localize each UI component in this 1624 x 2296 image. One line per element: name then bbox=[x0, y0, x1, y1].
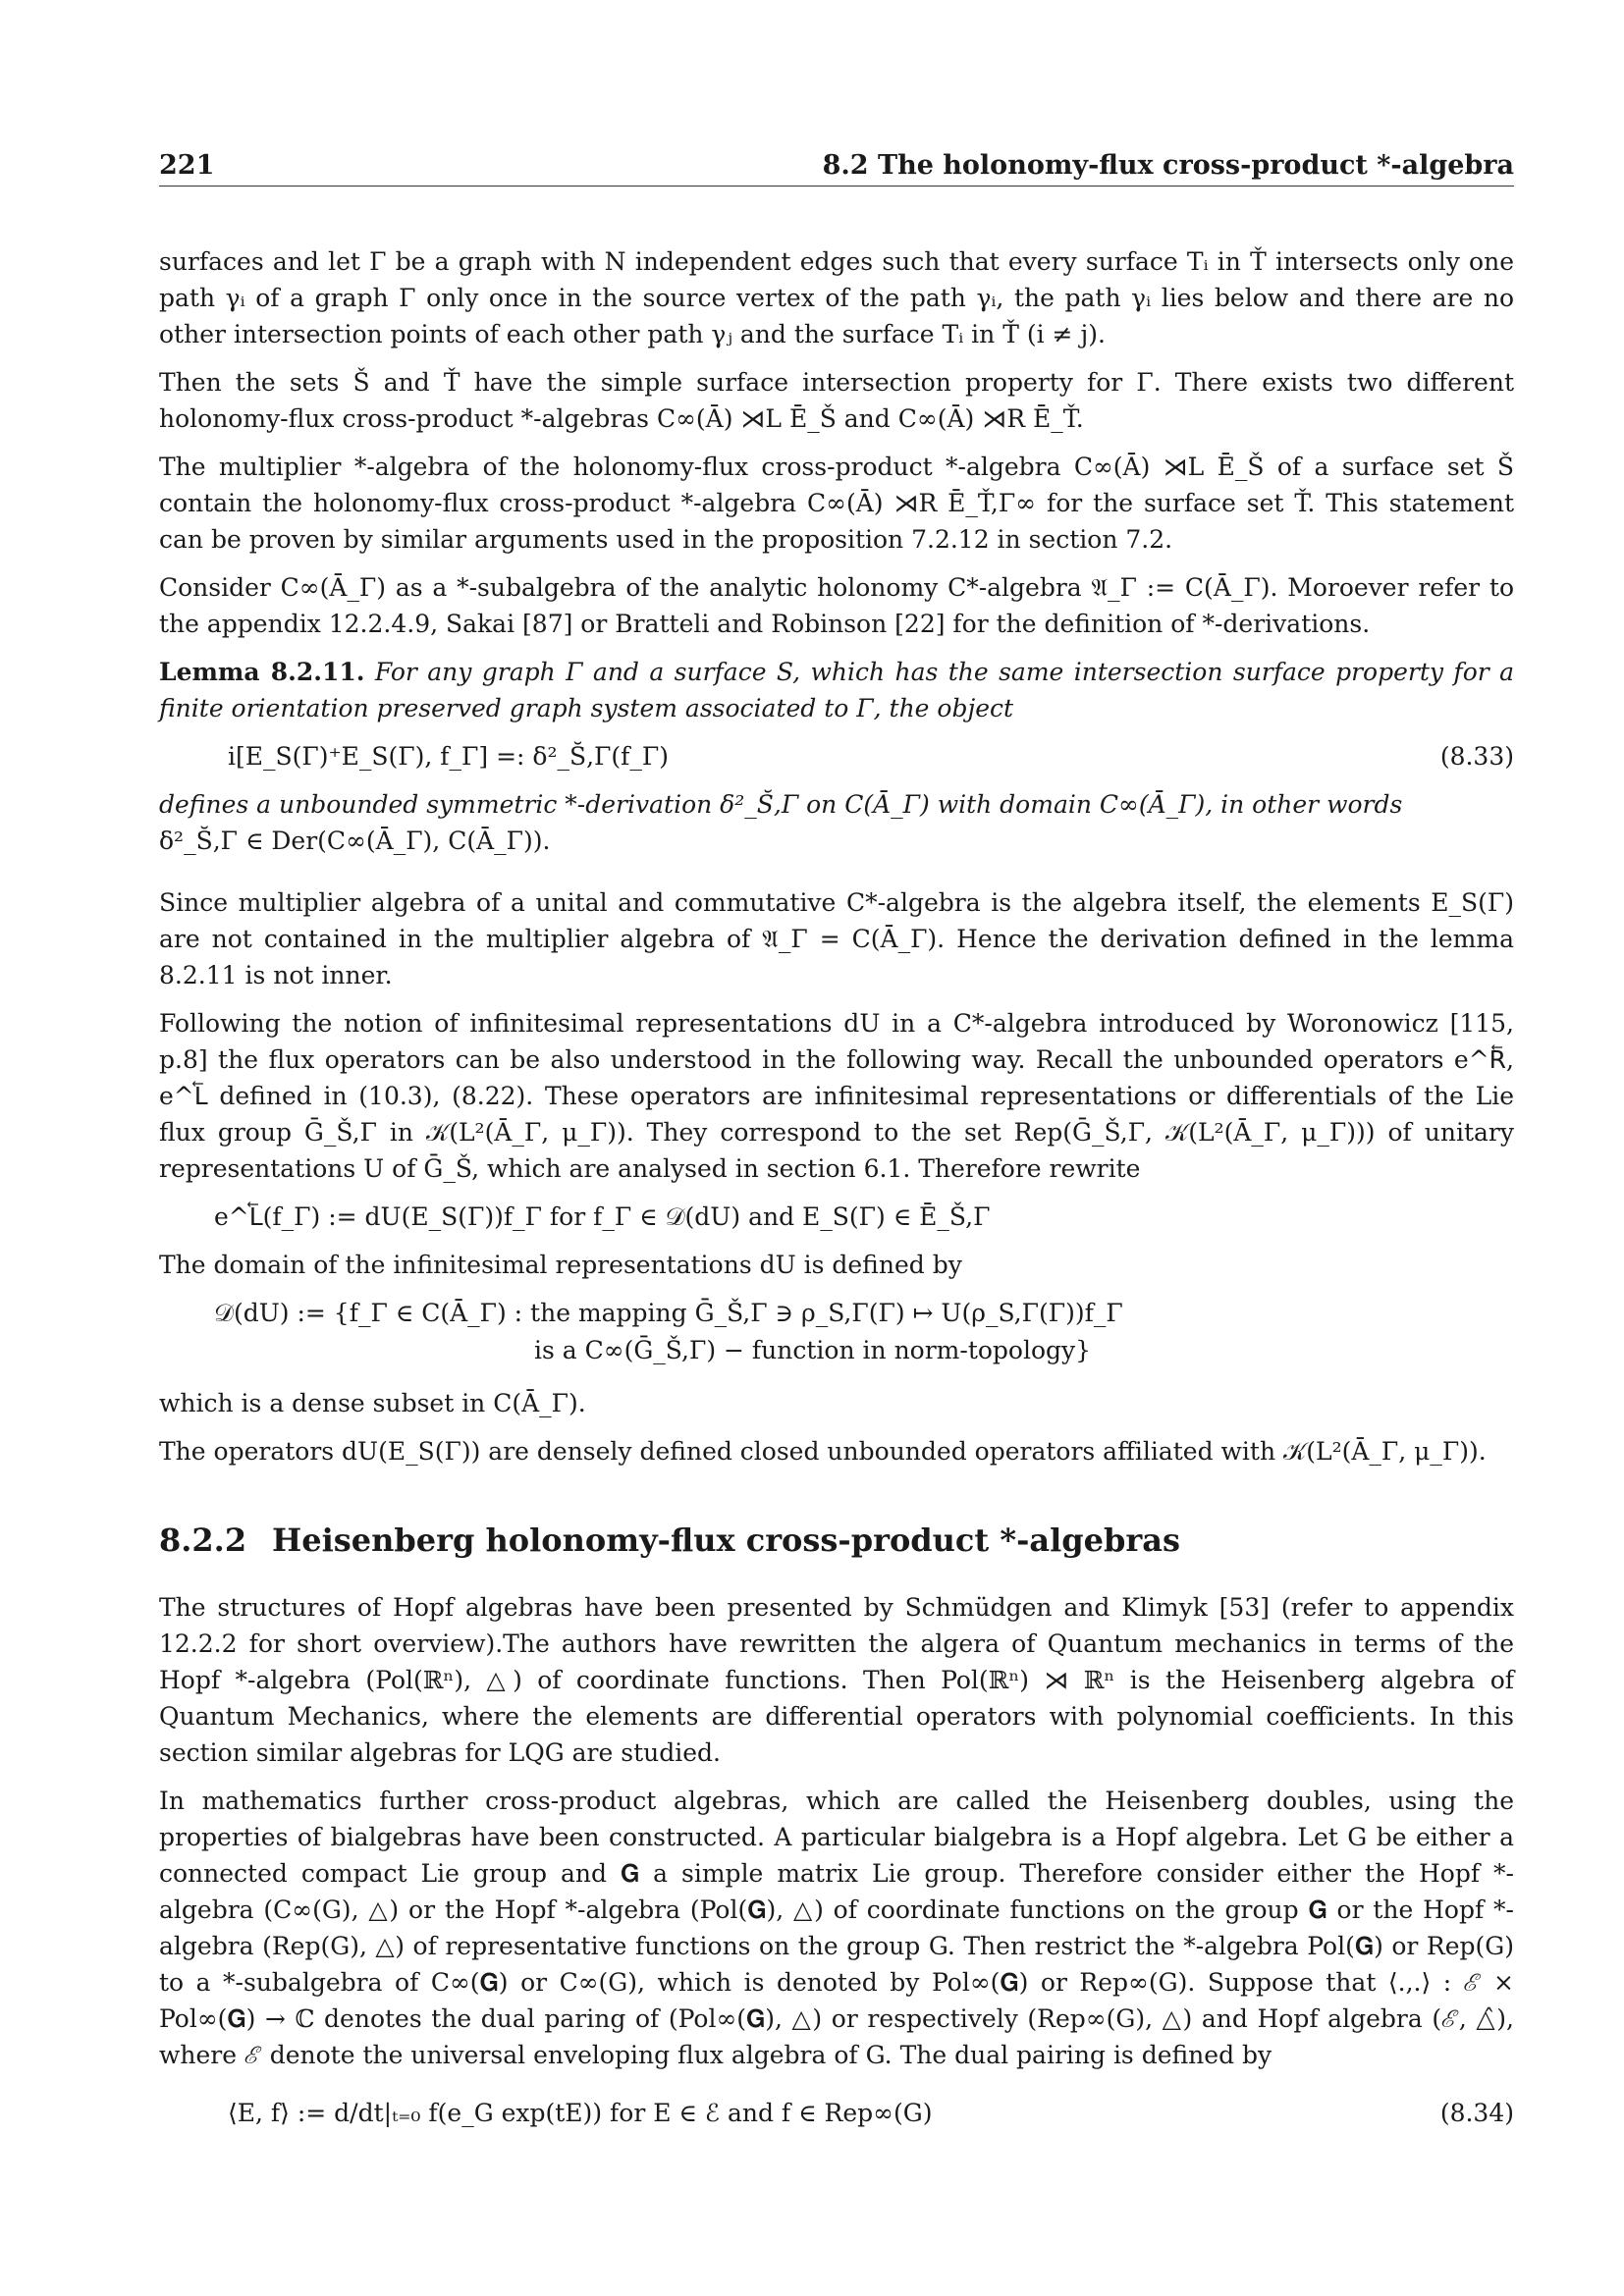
domain-definition bbox=[214, 1295, 1514, 1369]
domain-line: is a C∞(Ḡ_Š,Γ) − function in norm-topology} bbox=[534, 1336, 1092, 1364]
lemma-statement: For any graph Γ and a surface S, which has the same intersection surface property for a finite orientation preserved graph system associated to Γ, the object bbox=[159, 658, 1515, 722]
paragraph: The domain of the infinitesimal representations dU is defined by bbox=[159, 1251, 962, 1279]
paragraph: The structures of Hopf algebras have been presented by Schmüdgen and Klimyk [53] (refer to appendix 12.2.2 for short overview).The authors have rewritten the algera of Quantum mechanics in terms of the Hopf *-algebra (Pol(ℝⁿ), △) of coordinate functions. Then Pol(ℝⁿ) ⋊ ℝⁿ is the Heisenberg algebra of Quantum Mechanics, where the elements are differential operators with polynomial coefficients. In this section similar algebras for LQG are studied. bbox=[159, 1593, 1514, 1767]
section-heading bbox=[159, 1521, 1514, 1560]
paragraph: Consider C∞(Ā_Γ) as a *-subalgebra of the analytic holonomy C*-algebra 𝔄_Γ := C(Ā_Γ). Moroever refer to the appendix 12.2.4.9, Sakai [87] or Bratteli and Robinson [22] for the definition of *-derivations. bbox=[159, 573, 1514, 638]
paragraph: In mathematics further cross-product algebras, which are called the Heisenberg doubles, using the properties of bialgebras have been constructed. A particular bialgebra is a Hopf algebra. Let G be either a connected compact Lie group and 𝐆 a simple matrix Lie group. Therefore consider either the Hopf *-algebra (C∞(G), △) or the Hopf *-algebra (Pol(𝐆), △) of coordinate functions on the group 𝐆 or the Hopf *-algebra (Rep(G), △) of representative functions on the group G. Then restrict the *-algebra Pol(𝐆) or Rep(G) to a *-subalgebra of C∞(𝐆) or C∞(G), which is denoted by Pol∞(𝐆) or Rep∞(G). Suppose that ⟨.,.⟩ : ℰ × Pol∞(𝐆) → ℂ denotes the dual paring of (Pol∞(𝐆), △) or respectively (Rep∞(G), △) and Hopf algebra (ℰ, △̂), where ℰ denote the universal enveloping flux algebra of G. The dual pairing is defined by bbox=[159, 1787, 1514, 2069]
paragraph: The operators dU(E_S(Γ)) are densely defined closed unbounded operators affiliated with 𝒦(L²(Ā_Γ, μ_Γ)). bbox=[159, 1437, 1487, 1466]
equation-number: (8.34) bbox=[1439, 2099, 1514, 2127]
equation-formula: i[E_S(Γ)⁺E_S(Γ), f_Γ] =: δ²_S̆,Γ(f_Γ) bbox=[228, 742, 670, 771]
lemma-label: Lemma 8.2.11. bbox=[159, 658, 365, 686]
lemma-conclusion bbox=[159, 786, 1514, 859]
paragraph: surfaces and let Γ be a graph with N independent edges such that every surface Tᵢ in Ť intersects only one path γᵢ of a graph Γ only once in the source vertex of the path γᵢ, the path γᵢ lies below and there are no other intersection points of each other path γⱼ and the surface Tᵢ in Ť (i ≠ j). bbox=[159, 247, 1514, 348]
equation-formula: ⟨E, f⟩ := d/dt|ₜ₌₀ f(e_G exp(tE)) for E ∈ ℰ and f ∈ Rep∞(G) bbox=[228, 2099, 933, 2127]
page-body bbox=[159, 243, 1514, 2131]
domain-line: 𝒟(dU) := {f_Γ ∈ C(Ā_Γ) : the mapping Ḡ_Š,Γ ∋ ρ_S,Γ(Γ) ↦ U(ρ_S,Γ(Γ))f_Γ bbox=[214, 1299, 1123, 1327]
running-header bbox=[159, 147, 1514, 187]
page bbox=[159, 147, 1514, 2143]
lemma-conclusion-line: defines a unbounded symmetric *-derivation δ²_S̆,Γ on C(Ā_Γ) with domain C∞(Ā_Γ), in other words bbox=[159, 790, 1403, 819]
paragraph: The multiplier *-algebra of the holonomy-flux cross-product *-algebra C∞(Ā) ⋊L Ē_Š of a surface set Š contain the holonomy-flux cross-product *-algebra C∞(Ā) ⋊R Ē_Ť,Γ∞ for the surface set Ť. This statement can be proven by similar arguments used in the proposition 7.2.12 in section 7.2. bbox=[159, 453, 1514, 554]
lemma-8-2-11 bbox=[159, 654, 1514, 726]
paragraph: Then the sets Š and Ť have the simple surface intersection property for Γ. There exists two different holonomy-flux cross-product *-algebras C∞(Ā) ⋊L Ē_Š and C∞(Ā) ⋊R Ē_Ť. bbox=[159, 368, 1514, 433]
flux-operator-equation: e^L⃖(f_Γ) := dU(E_S(Γ))f_Γ for f_Γ ∈ 𝒟(dU) and E_S(Γ) ∈ Ē_Š,Γ bbox=[214, 1202, 991, 1231]
paragraph: which is a dense subset in C(Ā_Γ). bbox=[159, 1389, 586, 1417]
paragraph: Since multiplier algebra of a unital and commutative C*-algebra is the algebra itself, the elements E_S(Γ) are not contained in the multiplier algebra of 𝔄_Γ = C(Ā_Γ). Hence the derivation defined in the lemma 8.2.11 is not inner. bbox=[159, 888, 1514, 989]
equation-number: (8.33) bbox=[1439, 742, 1514, 771]
section-title: Heisenberg holonomy-flux cross-product *-algebras bbox=[272, 1522, 1180, 1559]
equation-8-33 bbox=[159, 738, 1514, 774]
equation-8-34 bbox=[159, 2095, 1514, 2131]
section-number: 8.2.2 bbox=[159, 1522, 247, 1559]
paragraph: Following the notion of infinitesimal representations dU in a C*-algebra introduced by Woronowicz [115, p.8] the flux operators can be also understood in the following way. Recall the unbounded operators e^R⃖, e^L⃖ defined in (10.3), (8.22). These operators are infinitesimal representations or differentials of the Lie flux group Ḡ_Š,Γ in 𝒦(L²(Ā_Γ, μ_Γ)). They correspond to the set Rep(Ḡ_Š,Γ, 𝒦(L²(Ā_Γ, μ_Γ))) of unitary representations U of Ḡ_Š, which are analysed in section 6.1. Therefore rewrite bbox=[159, 1009, 1514, 1183]
page-number: 221 bbox=[159, 150, 215, 181]
lemma-conclusion-line: δ²_S̆,Γ ∈ Der(C∞(Ā_Γ), C(Ā_Γ)). bbox=[159, 827, 551, 855]
running-title: 8.2 The holonomy-flux cross-product *-algebra bbox=[822, 150, 1514, 181]
